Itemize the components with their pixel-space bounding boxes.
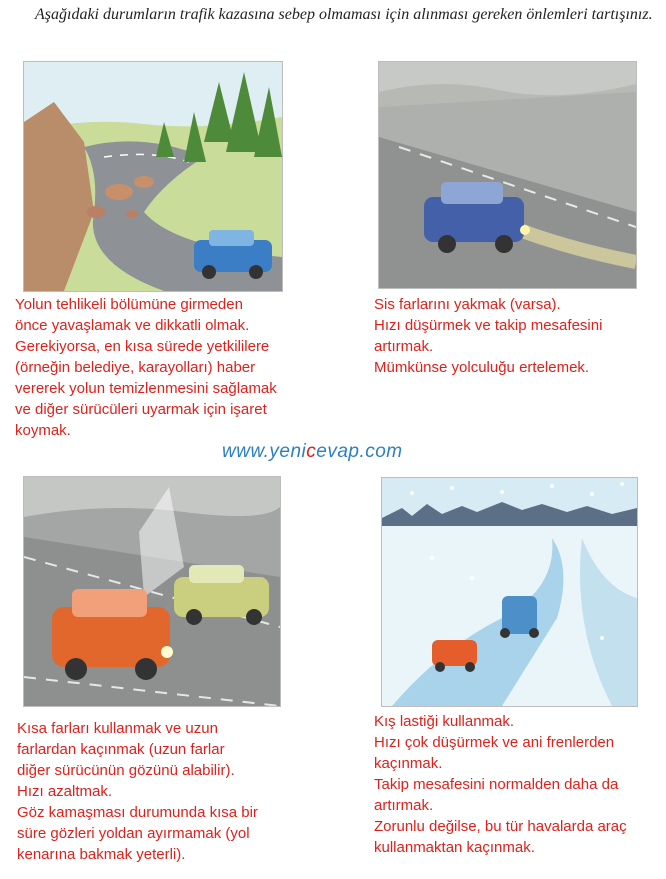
answer-line: koymak. — [15, 422, 71, 439]
answer-line: Zorunlu değilse, bu tür havalarda araç — [374, 818, 627, 835]
rockfall-scene-svg — [24, 62, 282, 291]
watermark-suffix: evap.com — [316, 441, 403, 462]
site-watermark — [222, 441, 403, 463]
answer-line: Hızı azaltmak. — [17, 783, 113, 800]
answer-line: kullanmaktan kaçınmak. — [374, 839, 535, 856]
watermark-prefix: www.yeni — [222, 441, 307, 462]
glare-scene-svg — [24, 477, 280, 706]
answer-line: Kısa farları kullanmak ve uzun — [17, 720, 218, 737]
answer-snow — [374, 711, 627, 858]
illustration-rockfall — [23, 61, 283, 292]
answer-line: Hızı çok düşürmek ve ani frenlerden — [374, 734, 615, 751]
answer-line: farlardan kaçınmak (uzun farlar — [17, 741, 225, 758]
answer-line: vererek yolun temizlenmesini sağlamak — [15, 380, 277, 397]
answer-line: artırmak. — [374, 797, 434, 814]
answer-line: diğer sürücünün gözünü alabilir). — [17, 762, 235, 779]
answer-line: Takip mesafesini normalden daha da — [374, 776, 619, 793]
illustration-headlight-glare — [23, 476, 281, 707]
blue-car-icon — [500, 596, 539, 638]
answer-line: önce yavaşlamak ve dikkatli olmak. — [15, 317, 250, 334]
answer-line: Kış lastiği kullanmak. — [374, 713, 515, 730]
answer-line: Hızı düşürmek ve takip mesafesini — [374, 317, 603, 334]
answer-fog — [374, 294, 602, 378]
answer-line: artırmak. — [374, 338, 434, 355]
answer-line: Gerekiyorsa, en kısa sürede yetkililere — [15, 338, 270, 355]
answer-headlight-glare — [17, 718, 258, 865]
answer-line: Mümkünse yolculuğu ertelemek. — [374, 359, 590, 376]
snow-scene-svg — [382, 478, 637, 706]
answer-rockfall — [15, 294, 277, 441]
watermark-accent: c — [306, 441, 317, 462]
instruction-text: Aşağıdaki durumların trafik kazasına sebep olmaması için alınması gereken önlemleri tartışınız. — [35, 6, 653, 23]
answer-line: süre gözleri yoldan ayırmamak (yol — [17, 825, 250, 842]
fog-scene-svg — [379, 62, 636, 288]
illustration-fog — [378, 61, 637, 289]
answer-line: Göz kamaşması durumunda kısa bir — [17, 804, 258, 821]
answer-line: (örneğin belediye, karayolları) haber — [15, 359, 256, 376]
answer-line: ve diğer sürücüleri uyarmak için işaret — [15, 401, 267, 418]
answer-line: Yolun tehlikeli bölümüne girmeden — [15, 296, 243, 313]
answer-line: kenarına bakmak yeterli). — [17, 846, 186, 863]
answer-line: Sis farlarını yakmak (varsa). — [374, 296, 561, 313]
illustration-snow — [381, 477, 638, 707]
answer-line: kaçınmak. — [374, 755, 443, 772]
